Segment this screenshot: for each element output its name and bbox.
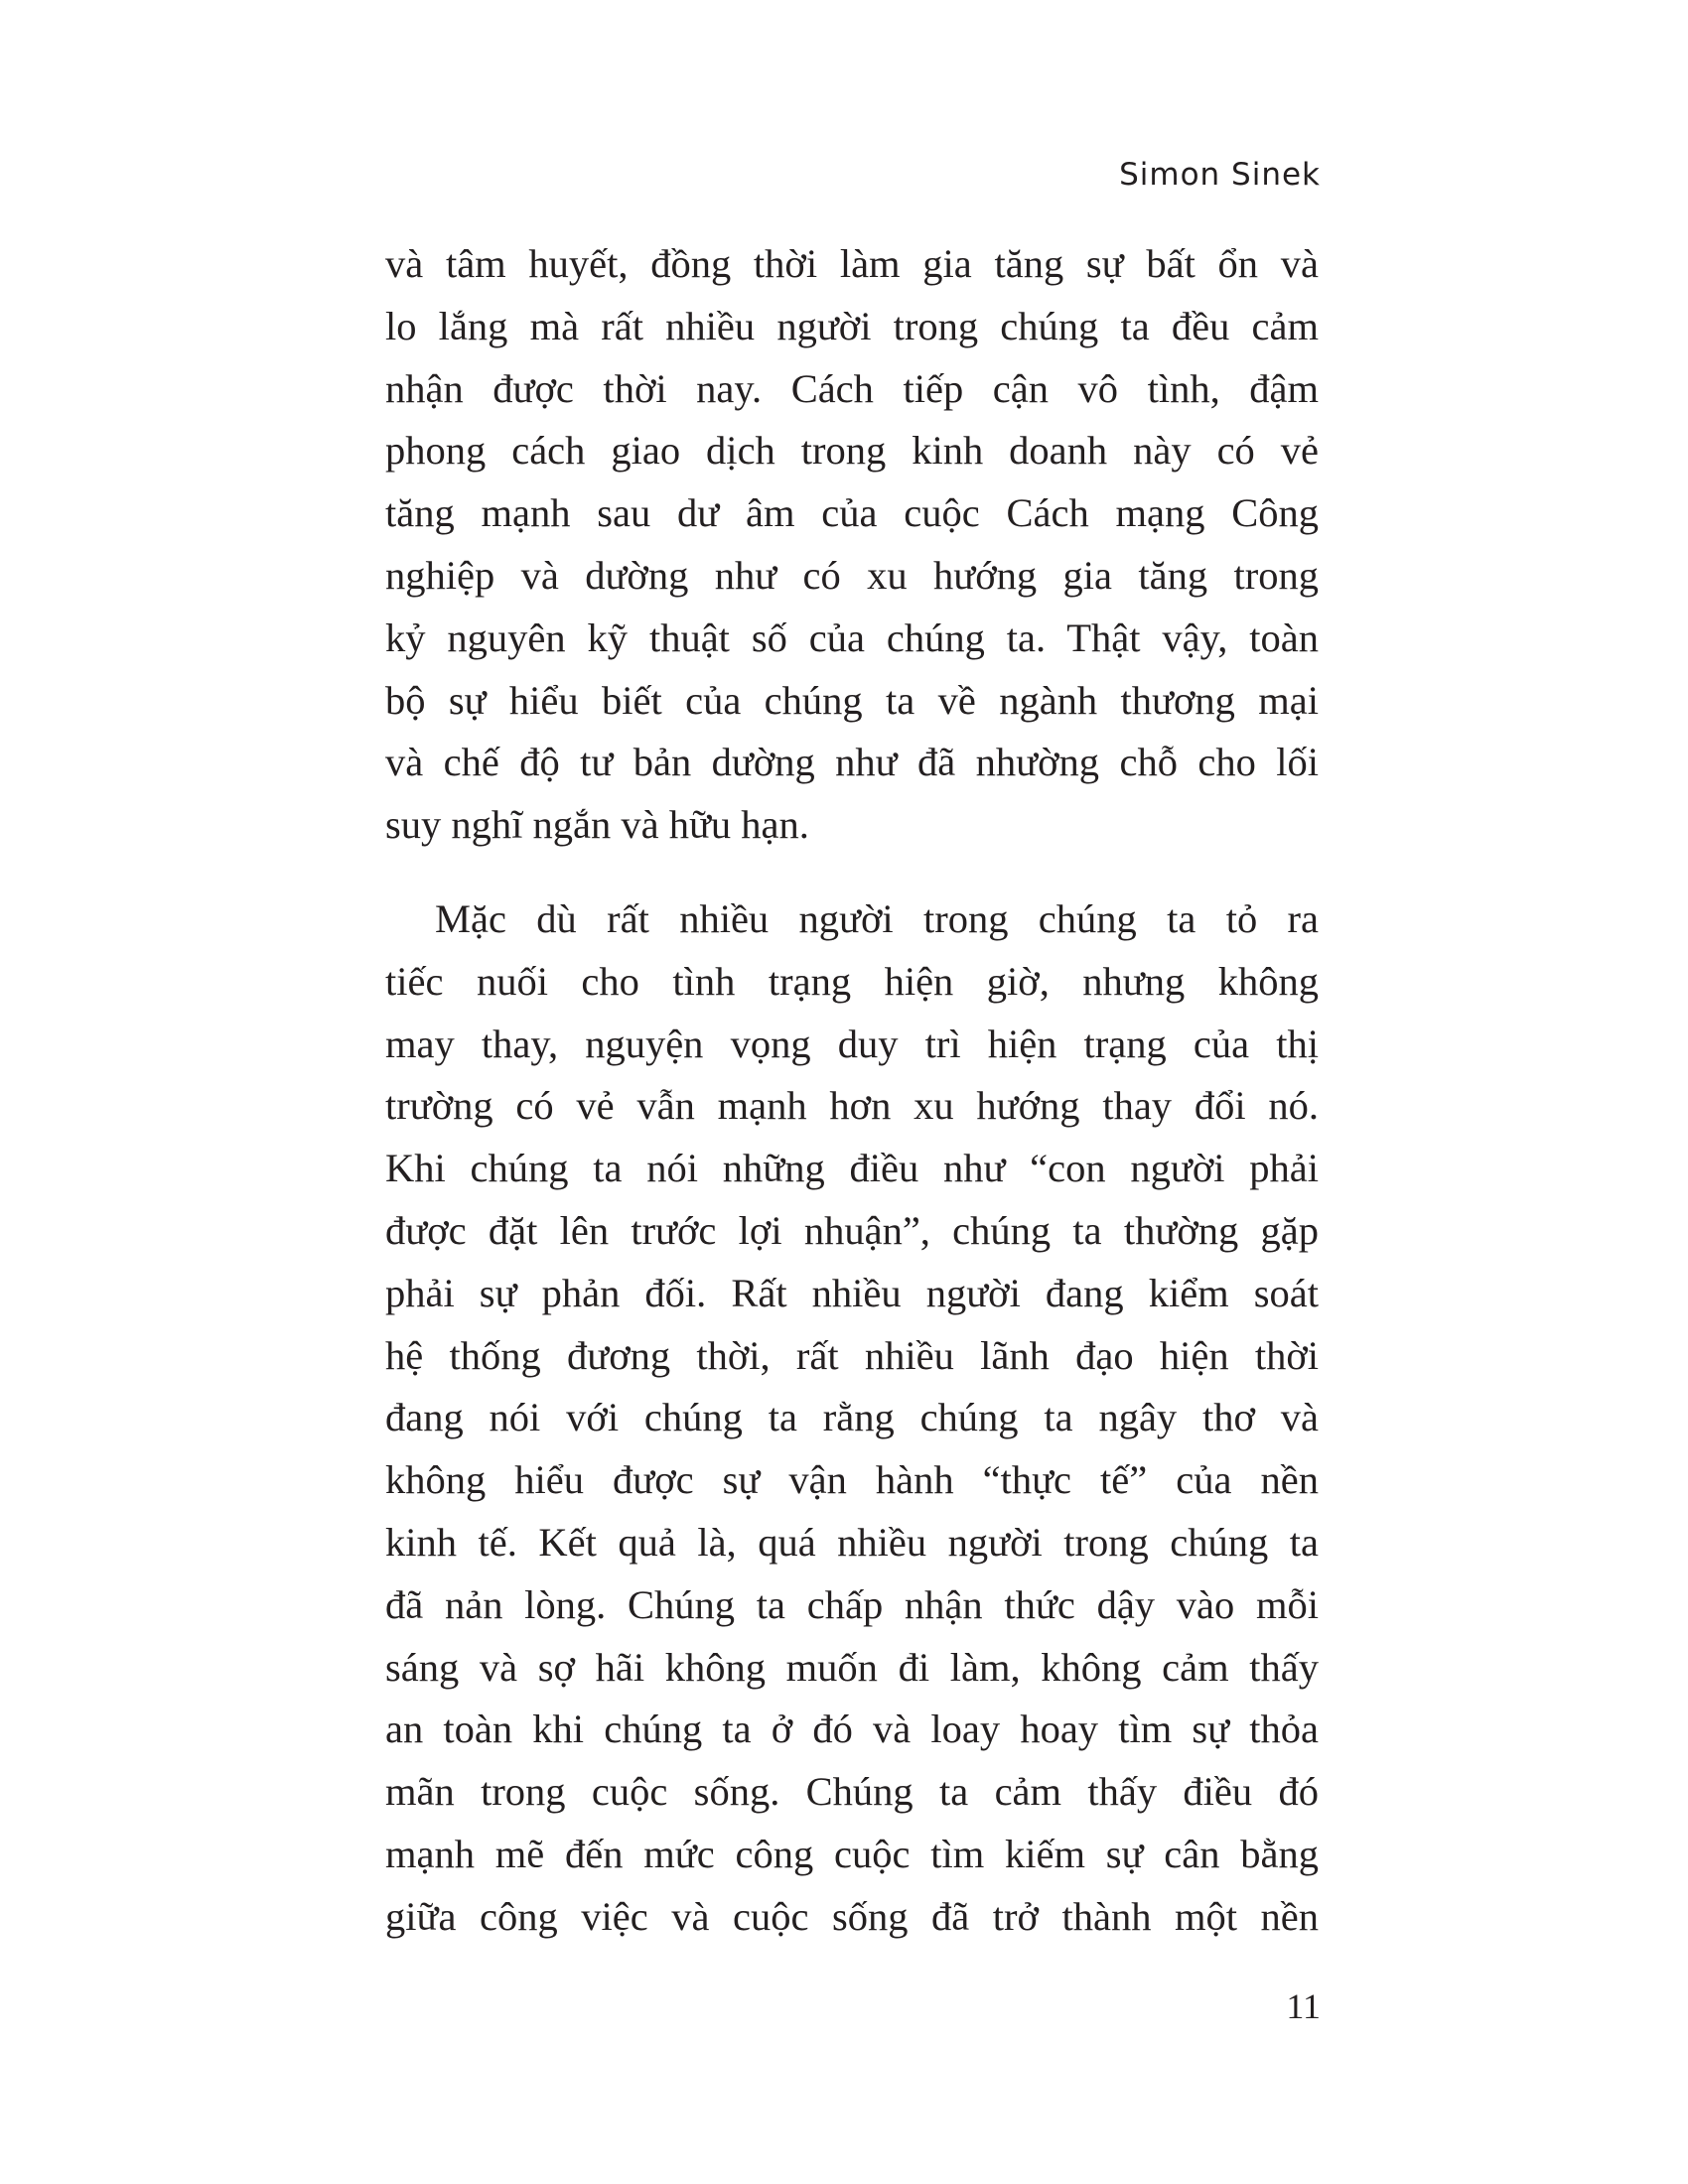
text-line: Khi chúng ta nói những điều như “con người phải xyxy=(385,1146,1319,1191)
text-line: phong cách giao dịch trong kinh doanh này có vẻ xyxy=(385,428,1319,474)
text-line: đã nản lòng. Chúng ta chấp nhận thức dậy vào mỗi xyxy=(385,1581,1319,1627)
text-line: nhận được thời nay. Cách tiếp cận vô tình, đậm xyxy=(385,365,1319,411)
text-line: Mặc dù rất nhiều người trong chúng ta tỏ ra xyxy=(435,895,1319,941)
text-line: tăng mạnh sau dư âm của cuộc Cách mạng Công xyxy=(385,490,1319,536)
text-line: tiếc nuối cho tình trạng hiện giờ, nhưng không xyxy=(385,958,1319,1004)
text-line: không hiểu được sự vận hành “thực tế” của nền xyxy=(385,1457,1319,1503)
text-line: giữa công việc và cuộc sống đã trở thành một nền xyxy=(385,1893,1319,1939)
text-line: và tâm huyết, đồng thời làm gia tăng sự bất ổn và xyxy=(385,241,1319,286)
body-text xyxy=(385,233,1319,1949)
text-line: bộ sự hiểu biết của chúng ta về ngành thương mại xyxy=(385,677,1319,723)
running-head-author: Simon Sinek xyxy=(1119,157,1321,193)
text-line: kỷ nguyên kỹ thuật số của chúng ta. Thật vậy, toàn xyxy=(385,614,1319,660)
text-line: đang nói với chúng ta rằng chúng ta ngây thơ và xyxy=(385,1395,1319,1440)
text-line: trường có vẻ vẫn mạnh hơn xu hướng thay đổi nó. xyxy=(385,1083,1319,1129)
paragraph-1 xyxy=(385,233,1319,857)
page-number: 11 xyxy=(1286,1986,1321,2026)
text-line: suy nghĩ ngắn và hữu hạn. xyxy=(385,802,809,848)
text-line: và chế độ tư bản dường như đã nhường chỗ cho lối xyxy=(385,740,1319,785)
text-line: lo lắng mà rất nhiều người trong chúng ta đều cảm xyxy=(385,303,1319,348)
text-line: hệ thống đương thời, rất nhiều lãnh đạo hiện thời xyxy=(385,1332,1319,1378)
text-line: may thay, nguyện vọng duy trì hiện trạng của thị xyxy=(385,1021,1319,1066)
text-line: nghiệp và dường như có xu hướng gia tăng trong xyxy=(385,552,1319,598)
paragraph-2 xyxy=(385,888,1319,1949)
text-line: được đặt lên trước lợi nhuận”, chúng ta thường gặp xyxy=(385,1207,1319,1253)
text-line: sáng và sợ hãi không muốn đi làm, không cảm thấy xyxy=(385,1644,1319,1690)
text-line: an toàn khi chúng ta ở đó và loay hoay tìm sự thỏa xyxy=(385,1706,1319,1752)
text-line: kinh tế. Kết quả là, quá nhiều người trong chúng ta xyxy=(385,1519,1319,1565)
text-line: mãn trong cuộc sống. Chúng ta cảm thấy điều đó xyxy=(385,1769,1319,1815)
text-line: phải sự phản đối. Rất nhiều người đang kiểm soát xyxy=(385,1270,1319,1315)
paragraph-spacer xyxy=(385,857,1319,888)
text-line: mạnh mẽ đến mức công cuộc tìm kiếm sự cân bằng xyxy=(385,1831,1319,1876)
